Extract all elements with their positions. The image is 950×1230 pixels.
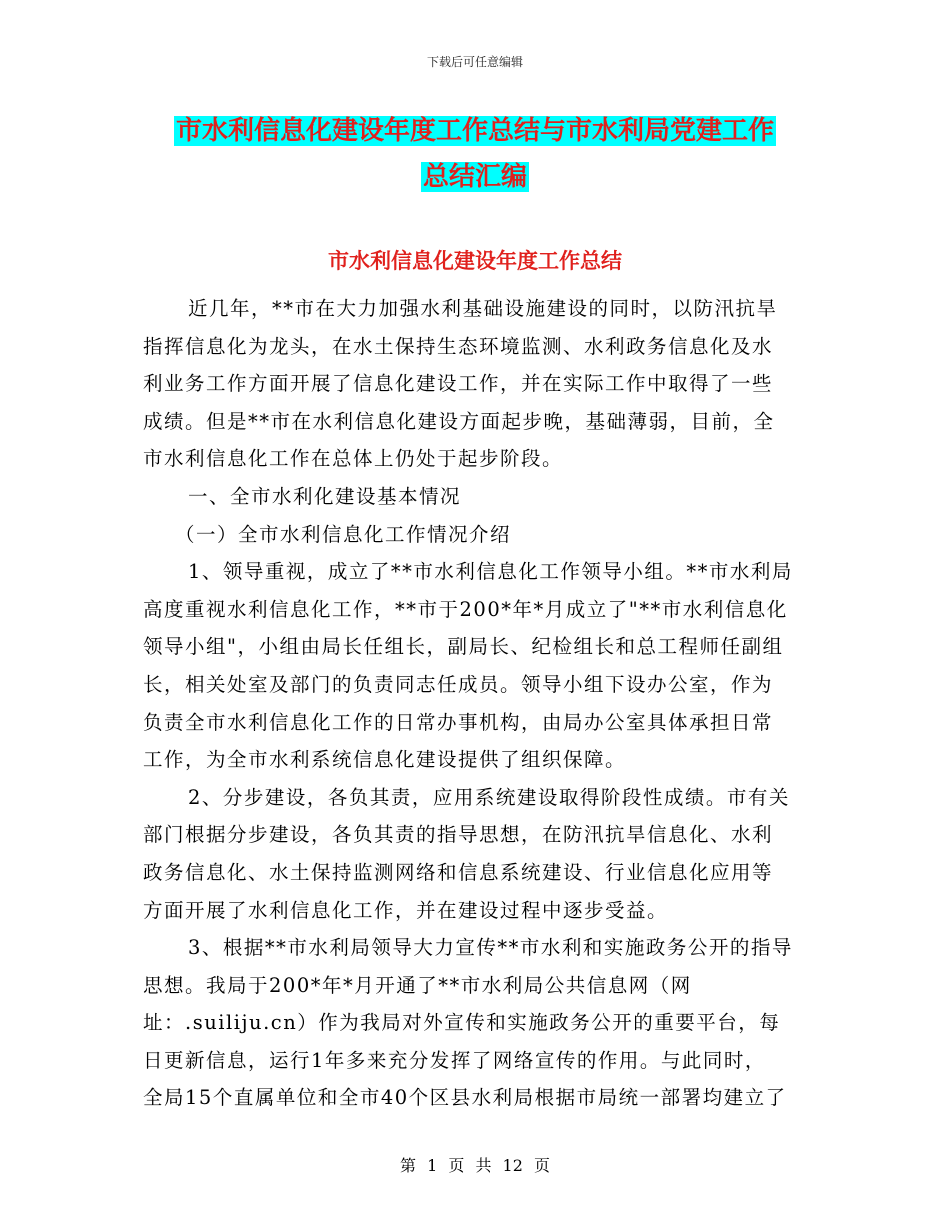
body-line: 日更新信息，运行1年多来充分发挥了网络宣传的作用。与此同时， — [143, 1048, 766, 1072]
body-line: 政务信息化、水土保持监测网络和信息系统建设、行业信息化应用等 — [143, 860, 774, 884]
body-line: 工作，为全市水利系统信息化建设提供了组织保障。 — [143, 748, 627, 772]
body-line: 市水利信息化工作在总体上仍处于起步阶段。 — [143, 447, 564, 471]
body-line: 近几年，**市在大力加强水利基础设施建设的同时，以防汛抗旱 — [188, 297, 778, 320]
subsection-heading: （一）全市水利信息化工作情况介绍 — [175, 522, 512, 546]
page-number: 第 1 页 共 12 页 — [400, 1156, 550, 1175]
document-title-line-2: 总结汇编 — [422, 162, 527, 192]
body-line: 领导小组"，小组由局长任组长，副局长、纪检组长和总工程师任副组 — [143, 635, 784, 659]
document-title-line-1: 市水利信息化建设年度工作总结与市水利局党建工作 — [175, 116, 774, 146]
body-text — [143, 290, 808, 1117]
body-line: 负责全市水利信息化工作的日常办事机构，由局办公室具体承担日常 — [143, 710, 774, 734]
section-heading: 一、全市水利化建设基本情况 — [188, 484, 462, 508]
document-title — [0, 108, 950, 200]
body-line: 1、领导重视，成立了**市水利信息化工作领导小组。**市水利局 — [188, 560, 793, 584]
section-title: 市水利信息化建设年度工作总结 — [328, 249, 622, 273]
body-line: 部门根据分步建设，各负其责的指导思想，在防汛抗旱信息化、水利 — [143, 823, 774, 847]
body-line: 利业务工作方面开展了信息化建设工作，并在实际工作中取得了一些 — [143, 372, 774, 396]
body-line: 全局15个直属单位和全市40个区县水利局根据市局统一部署均建立了 — [143, 1086, 787, 1110]
body-line: 址：.suiliju.cn）作为我局对外宣传和实施政务公开的重要平台，每 — [143, 1011, 781, 1035]
header-note: 下载后可任意编辑 — [426, 55, 523, 69]
body-line: 长，相关处室及部门的负责同志任成员。领导小组下设办公室，作为 — [143, 672, 774, 696]
body-line: 2、分步建设，各负其责，应用系统建设取得阶段性成绩。市有关 — [188, 785, 790, 809]
body-line: 指挥信息化为龙头，在水土保持生态环境监测、水利政务信息化及水 — [143, 334, 774, 358]
body-line: 成绩。但是**市在水利信息化建设方面起步晚，基础薄弱，目前，全 — [143, 409, 775, 433]
body-line: 方面开展了水利信息化工作，并在建设过程中逐步受益。 — [143, 898, 669, 922]
body-line: 高度重视水利信息化工作，**市于200*年*月成立了"**市水利信息化 — [143, 597, 788, 621]
body-line: 思想。我局于200*年*月开通了**市水利局公共信息网（网 — [143, 973, 692, 997]
body-line: 3、根据**市水利局领导大力宣传**市水利和实施政务公开的指导 — [188, 936, 793, 960]
